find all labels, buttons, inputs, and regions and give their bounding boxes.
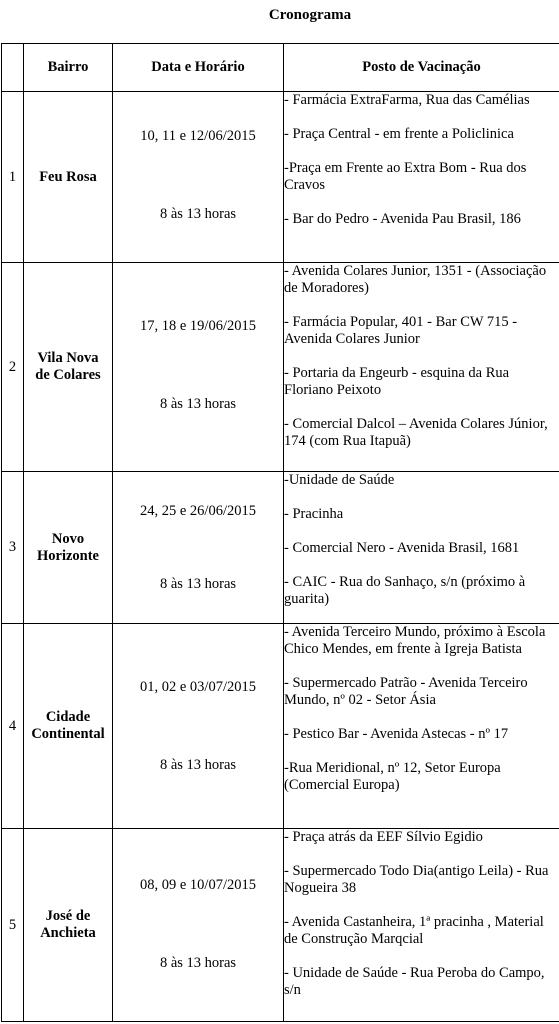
bairro-name-line: Feu Rosa xyxy=(39,168,97,185)
row-number: 1 xyxy=(2,92,24,263)
table-row xyxy=(2,263,559,472)
table-row xyxy=(2,472,559,624)
bairro-name-line: Anchieta xyxy=(40,925,96,941)
header-date-time: Data e Horário xyxy=(113,44,284,92)
vaccination-post-item: - Avenida Terceiro Mundo, próximo à Escola Chico Mendes, em frente à Igreja Batista xyxy=(284,624,546,657)
vaccination-post-item: - Supermercado Todo Dia(antigo Leila) - Rua Nogueira 38 xyxy=(284,863,549,896)
bairro-cell xyxy=(24,829,113,1022)
vaccination-posts-cell xyxy=(284,624,559,829)
vaccination-dates: 24, 25 e 26/06/2015 xyxy=(140,503,256,519)
bairro-cell xyxy=(24,624,113,829)
bairro-cell xyxy=(24,92,113,263)
header-number xyxy=(2,44,24,92)
vaccination-post-item: -Praça em Frente ao Extra Bom - Rua dos Cravos xyxy=(284,160,527,193)
vaccination-post-item: - Avenida Colares Junior, 1351 - (Associação de Moradores) xyxy=(284,263,547,296)
bairro-name-line: Cidade xyxy=(45,709,91,725)
vaccination-hours: 8 às 13 horas xyxy=(159,757,237,773)
bairro-name-line: Vila Nova xyxy=(37,350,99,366)
date-time-cell xyxy=(113,624,284,829)
table-row xyxy=(2,92,559,263)
vaccination-posts-cell xyxy=(284,263,559,472)
vaccination-post-item: - Comercial Dalcol – Avenida Colares Júnior, 174 (com Rua Itapuã) xyxy=(284,416,548,449)
vaccination-post-item: - Avenida Castanheira, 1ª pracinha , Material de Construção Marqcial xyxy=(284,914,544,947)
vaccination-hours: 8 às 13 horas xyxy=(159,955,237,971)
bairro-cell xyxy=(24,472,113,624)
vaccination-posts-cell xyxy=(284,92,559,263)
vaccination-post-item: - Bar do Pedro - Avenida Pau Brasil, 186 xyxy=(284,211,521,227)
vaccination-post-item: - CAIC - Rua do Sanhaço, s/n (próximo à guarita) xyxy=(284,574,526,607)
date-time-cell xyxy=(113,472,284,624)
vaccination-posts-cell xyxy=(284,829,559,1022)
vaccination-post-item: - Praça atrás da EEF Sílvio Egidio xyxy=(284,829,483,845)
header-row xyxy=(2,44,559,92)
vaccination-hours: 8 às 13 horas xyxy=(159,206,237,222)
vaccination-hours: 8 às 13 horas xyxy=(159,396,237,412)
vaccination-post-item: - Pestico Bar - Avenida Astecas - nº 17 xyxy=(284,726,509,742)
vaccination-dates: 01, 02 e 03/07/2015 xyxy=(140,679,256,695)
vaccination-post-item: - Comercial Nero - Avenida Brasil, 1681 xyxy=(284,540,520,556)
vaccination-post-item: - Unidade de Saúde - Rua Peroba do Campo, s/n xyxy=(284,965,545,998)
table-row xyxy=(2,829,559,1022)
bairro-cell xyxy=(24,263,113,472)
vaccination-post-item: - Pracinha xyxy=(284,506,344,522)
bairro-name-line: Horizonte xyxy=(36,547,99,564)
vaccination-posts-cell xyxy=(284,472,559,624)
date-time-cell xyxy=(113,92,284,263)
row-number: 3 xyxy=(2,472,24,624)
vaccination-post-item: -Rua Meridional, nº 12, Setor Europa (Comercial Europa) xyxy=(284,760,501,793)
vaccination-post-item: - Supermercado Patrão - Avenida Terceiro Mundo, nº 02 - Setor Ásia xyxy=(284,675,528,708)
bairro-name-line: José de xyxy=(45,908,91,924)
vaccination-post-item: -Unidade de Saúde xyxy=(284,472,395,488)
vaccination-dates: 08, 09 e 10/07/2015 xyxy=(140,877,256,893)
date-time-cell xyxy=(113,263,284,472)
bairro-name-line: Continental xyxy=(31,726,105,742)
row-number: 2 xyxy=(2,263,24,472)
table-body xyxy=(2,92,559,1022)
header-vaccination-post: Posto de Vacinação xyxy=(284,44,559,92)
bairro-name-line: de Colares xyxy=(35,367,101,383)
bairro-name-line: Novo xyxy=(51,530,85,547)
vaccination-post-item: - Praça Central - em frente a Policlinica xyxy=(284,126,514,142)
date-time-cell xyxy=(113,829,284,1022)
header-bairro: Bairro xyxy=(24,44,113,92)
vaccination-dates: 17, 18 e 19/06/2015 xyxy=(140,318,256,334)
vaccination-hours: 8 às 13 horas xyxy=(159,576,237,592)
schedule-table xyxy=(1,43,559,1022)
vaccination-post-item: - Portaria da Engeurb - esquina da Rua Floriano Peixoto xyxy=(284,365,510,398)
row-number: 4 xyxy=(2,624,24,829)
document-title: Cronograma xyxy=(268,7,352,23)
vaccination-post-item: - Farmácia ExtraFarma, Rua das Camélias xyxy=(284,92,530,108)
vaccination-dates: 10, 11 e 12/06/2015 xyxy=(140,128,256,144)
vaccination-post-item: - Farmácia Popular, 401 - Bar CW 715 - Avenida Colares Junior xyxy=(284,314,518,347)
row-number: 5 xyxy=(2,829,24,1022)
table-row xyxy=(2,624,559,829)
